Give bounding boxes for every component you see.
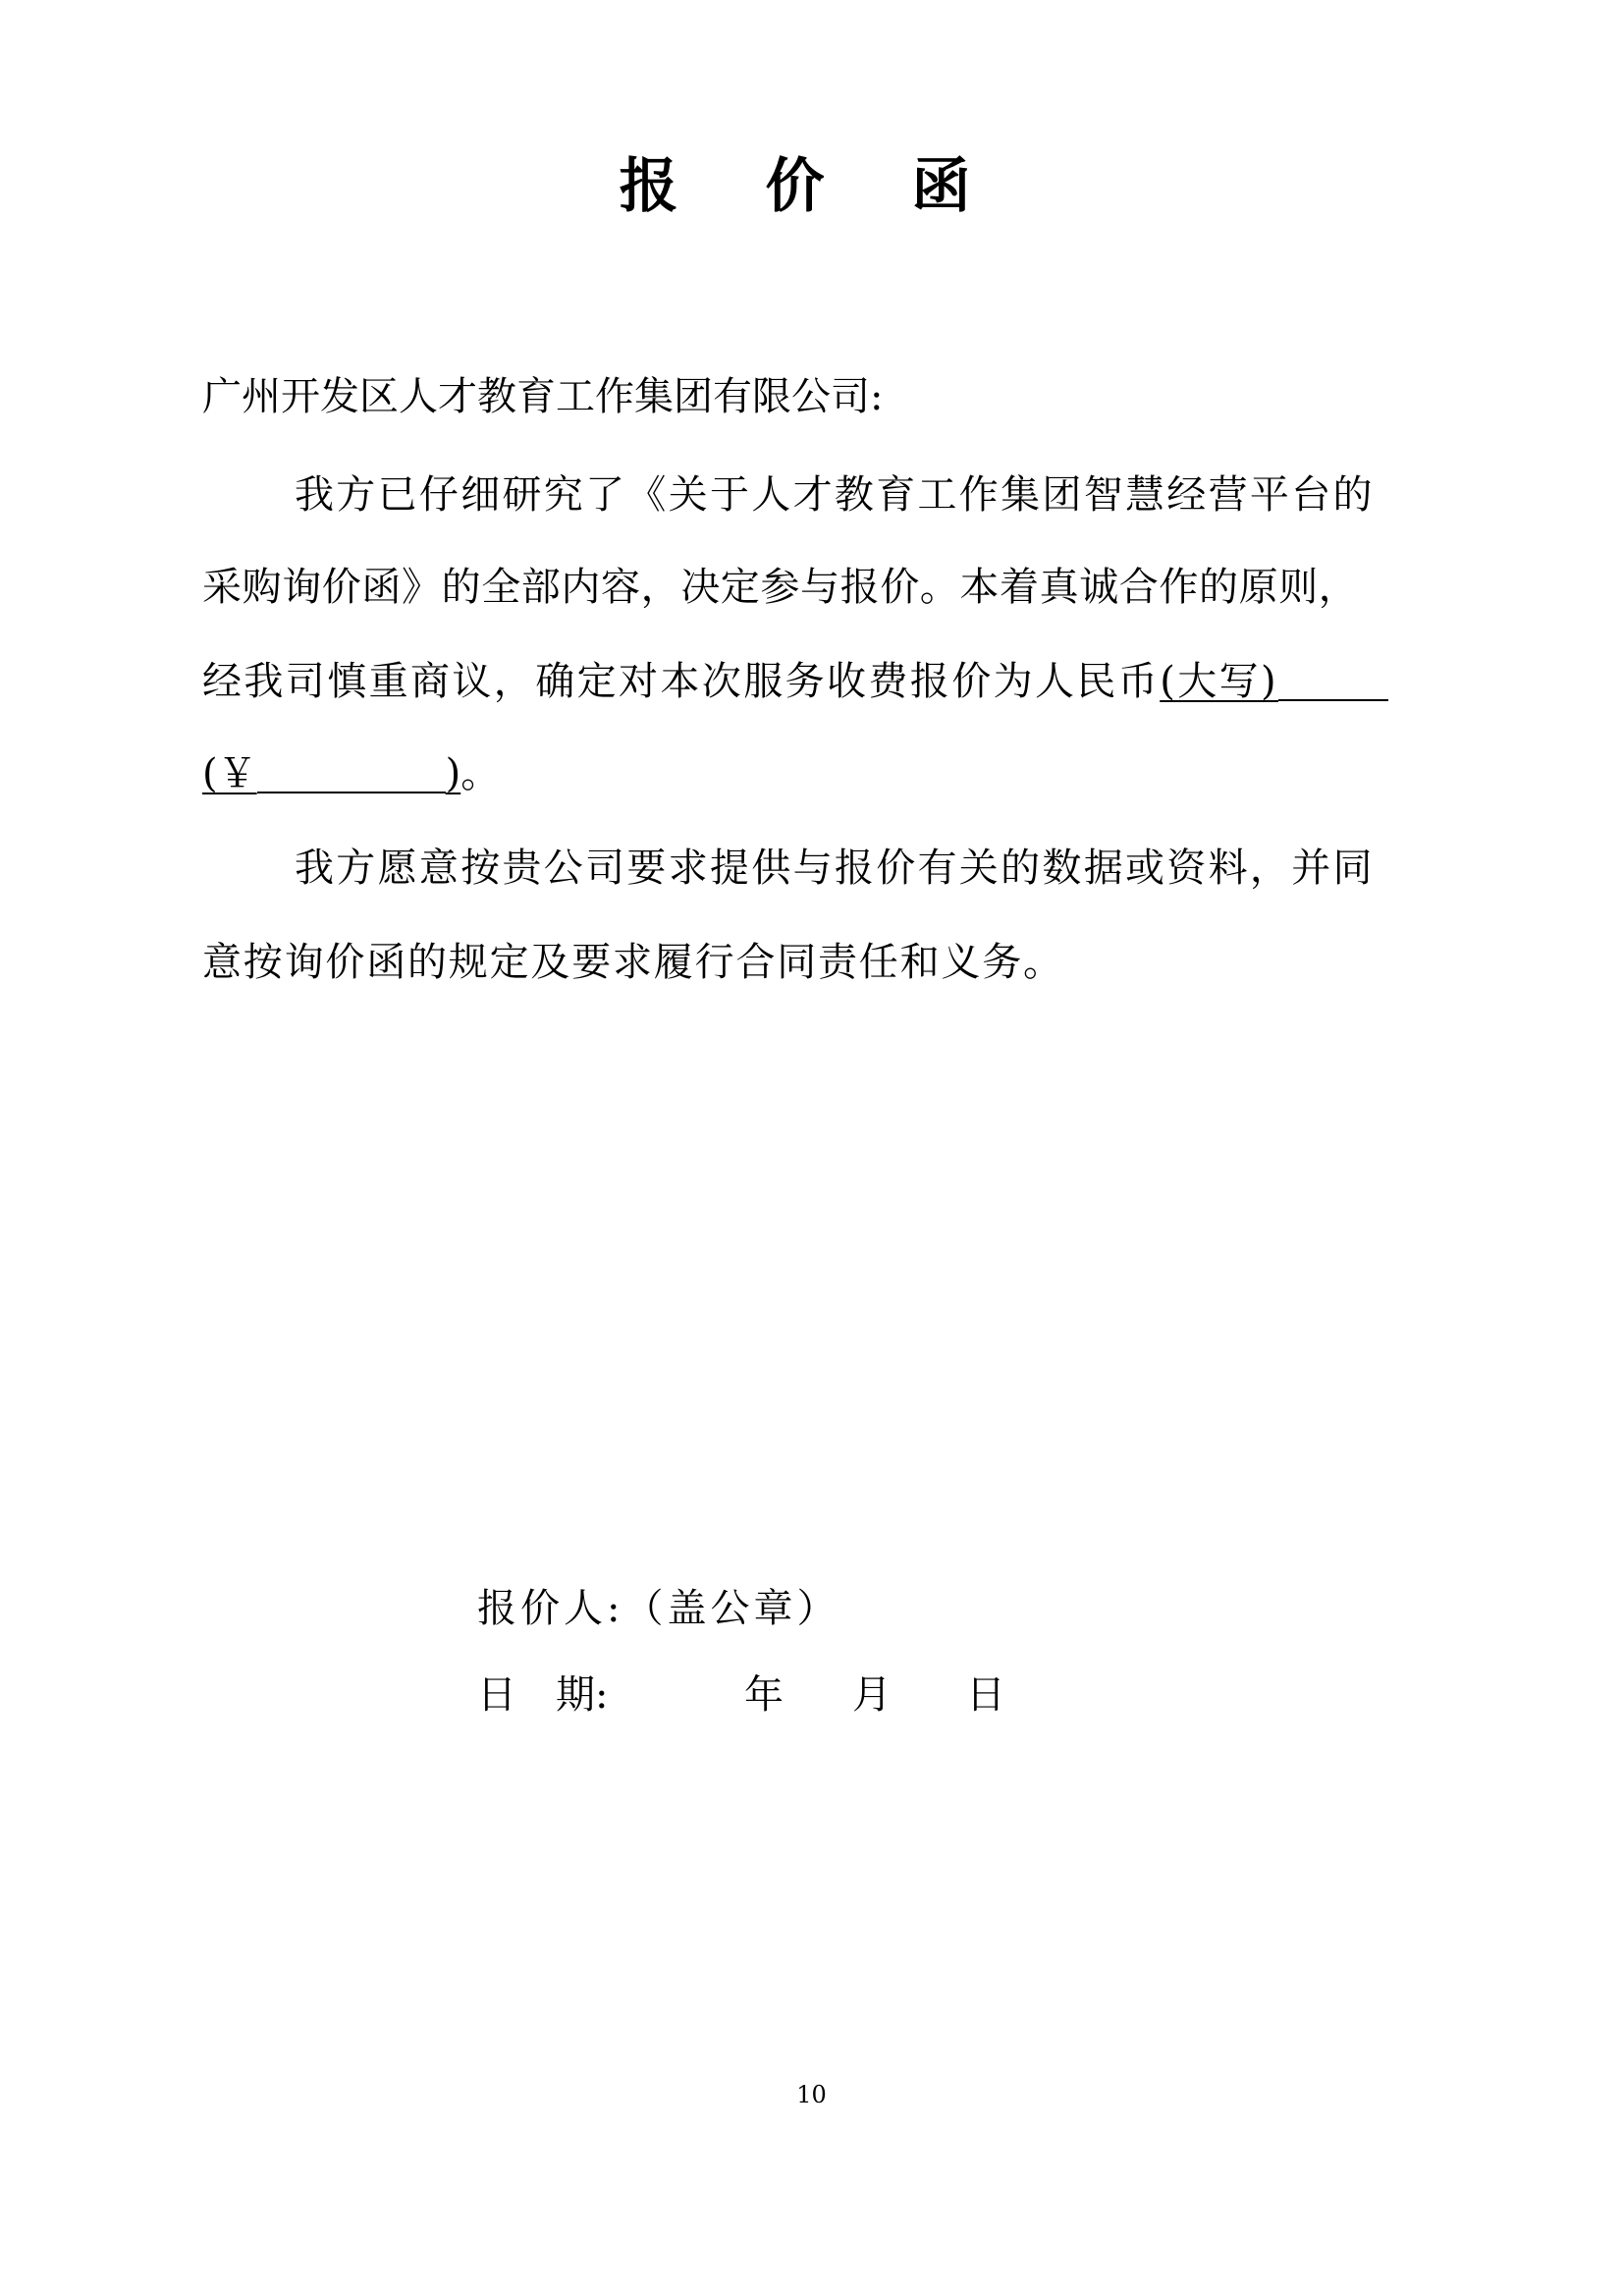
amount-in-words-blank bbox=[1278, 654, 1388, 701]
quoter-signature-line: 报价人:（盖公章） bbox=[477, 1586, 840, 1631]
amount-figure-open: (￥ bbox=[202, 751, 257, 796]
page-number: 10 bbox=[796, 2081, 827, 2108]
amount-figure-blank bbox=[257, 746, 446, 793]
paragraph-1-line-4 bbox=[202, 746, 500, 801]
date-label: 日 期: bbox=[477, 1672, 609, 1718]
sentence-end: 。 bbox=[460, 751, 501, 796]
addressee: 广州开发区人才教育工作集团有限公司: bbox=[202, 374, 884, 419]
date-year-label: 年 bbox=[744, 1672, 784, 1718]
paragraph-1-line-3 bbox=[202, 654, 1388, 709]
amount-in-words-label: (大写) bbox=[1160, 659, 1279, 704]
document-title: 报 价 函 bbox=[619, 152, 1004, 221]
date-day-label: 日 bbox=[966, 1672, 1005, 1718]
paragraph-2-line-2: 意按询价函的规定及要求履行合同责任和义务。 bbox=[202, 940, 1064, 985]
paragraph-1-line-2: 采购询价函》的全部内容，决定参与报价。本着真诚合作的原则， bbox=[202, 565, 1359, 610]
date-month-label: 月 bbox=[852, 1672, 892, 1718]
amount-figure-close: ) bbox=[445, 751, 461, 796]
paragraph-1-line-1: 我方已仔细研究了《关于人才教育工作集团智慧经营平台的 bbox=[295, 472, 1375, 518]
price-statement-text: 经我司慎重商议，确定对本次服务收费报价为人民币 bbox=[202, 659, 1161, 704]
paragraph-2-line-1: 我方愿意按贵公司要求提供与报价有关的数据或资料，并同 bbox=[295, 846, 1375, 891]
